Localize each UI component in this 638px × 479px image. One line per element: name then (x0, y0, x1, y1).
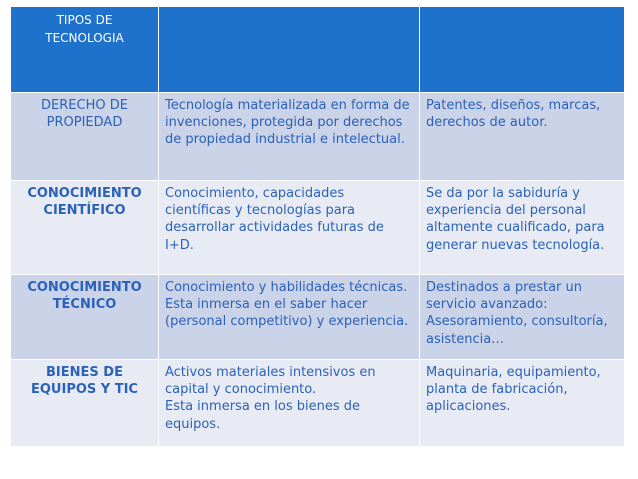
row-examples: Destinados a prestar un servicio avanzado: Asesoramiento, consultoría, asistencia… (420, 275, 625, 360)
header-cell-3 (420, 7, 625, 93)
row-label: BIENES DE EQUIPOS Y TIC (11, 360, 159, 447)
row-description: Tecnología materializada en forma de invenciones, protegida por derechos de propiedad industrial e intelectual. (159, 93, 420, 181)
row-examples: Se da por la sabiduría y experiencia del personal altamente cualificado, para generar nuevas tecnología. (420, 181, 625, 275)
row-description: Conocimiento, capacidades científicas y tecnologías para desarrollar actividades futuras de I+D. (159, 181, 420, 275)
row-label: CONOCIMIENTO CIENTÍFICO (11, 181, 159, 275)
table-row (11, 93, 625, 181)
table-row (11, 181, 625, 275)
row-label: DERECHO DE PROPIEDAD (11, 93, 159, 181)
row-examples: Patentes, diseños, marcas, derechos de autor. (420, 93, 625, 181)
row-label: CONOCIMIENTO TÉCNICO (11, 275, 159, 360)
header-cell-tipos: TIPOS DE TECNOLOGIA (11, 7, 159, 93)
row-description: Conocimiento y habilidades técnicas. Esta inmersa en el saber hacer (personal competitivo) y experiencia. (159, 275, 420, 360)
table-row (11, 275, 625, 360)
row-examples: Maquinaria, equipamiento, planta de fabricación, aplicaciones. (420, 360, 625, 447)
table-header-row (11, 7, 625, 93)
table-row (11, 360, 625, 447)
technology-types-table (10, 6, 625, 447)
header-cell-2 (159, 7, 420, 93)
row-description: Activos materiales intensivos en capital y conocimiento. Esta inmersa en los bienes de equipos. (159, 360, 420, 447)
